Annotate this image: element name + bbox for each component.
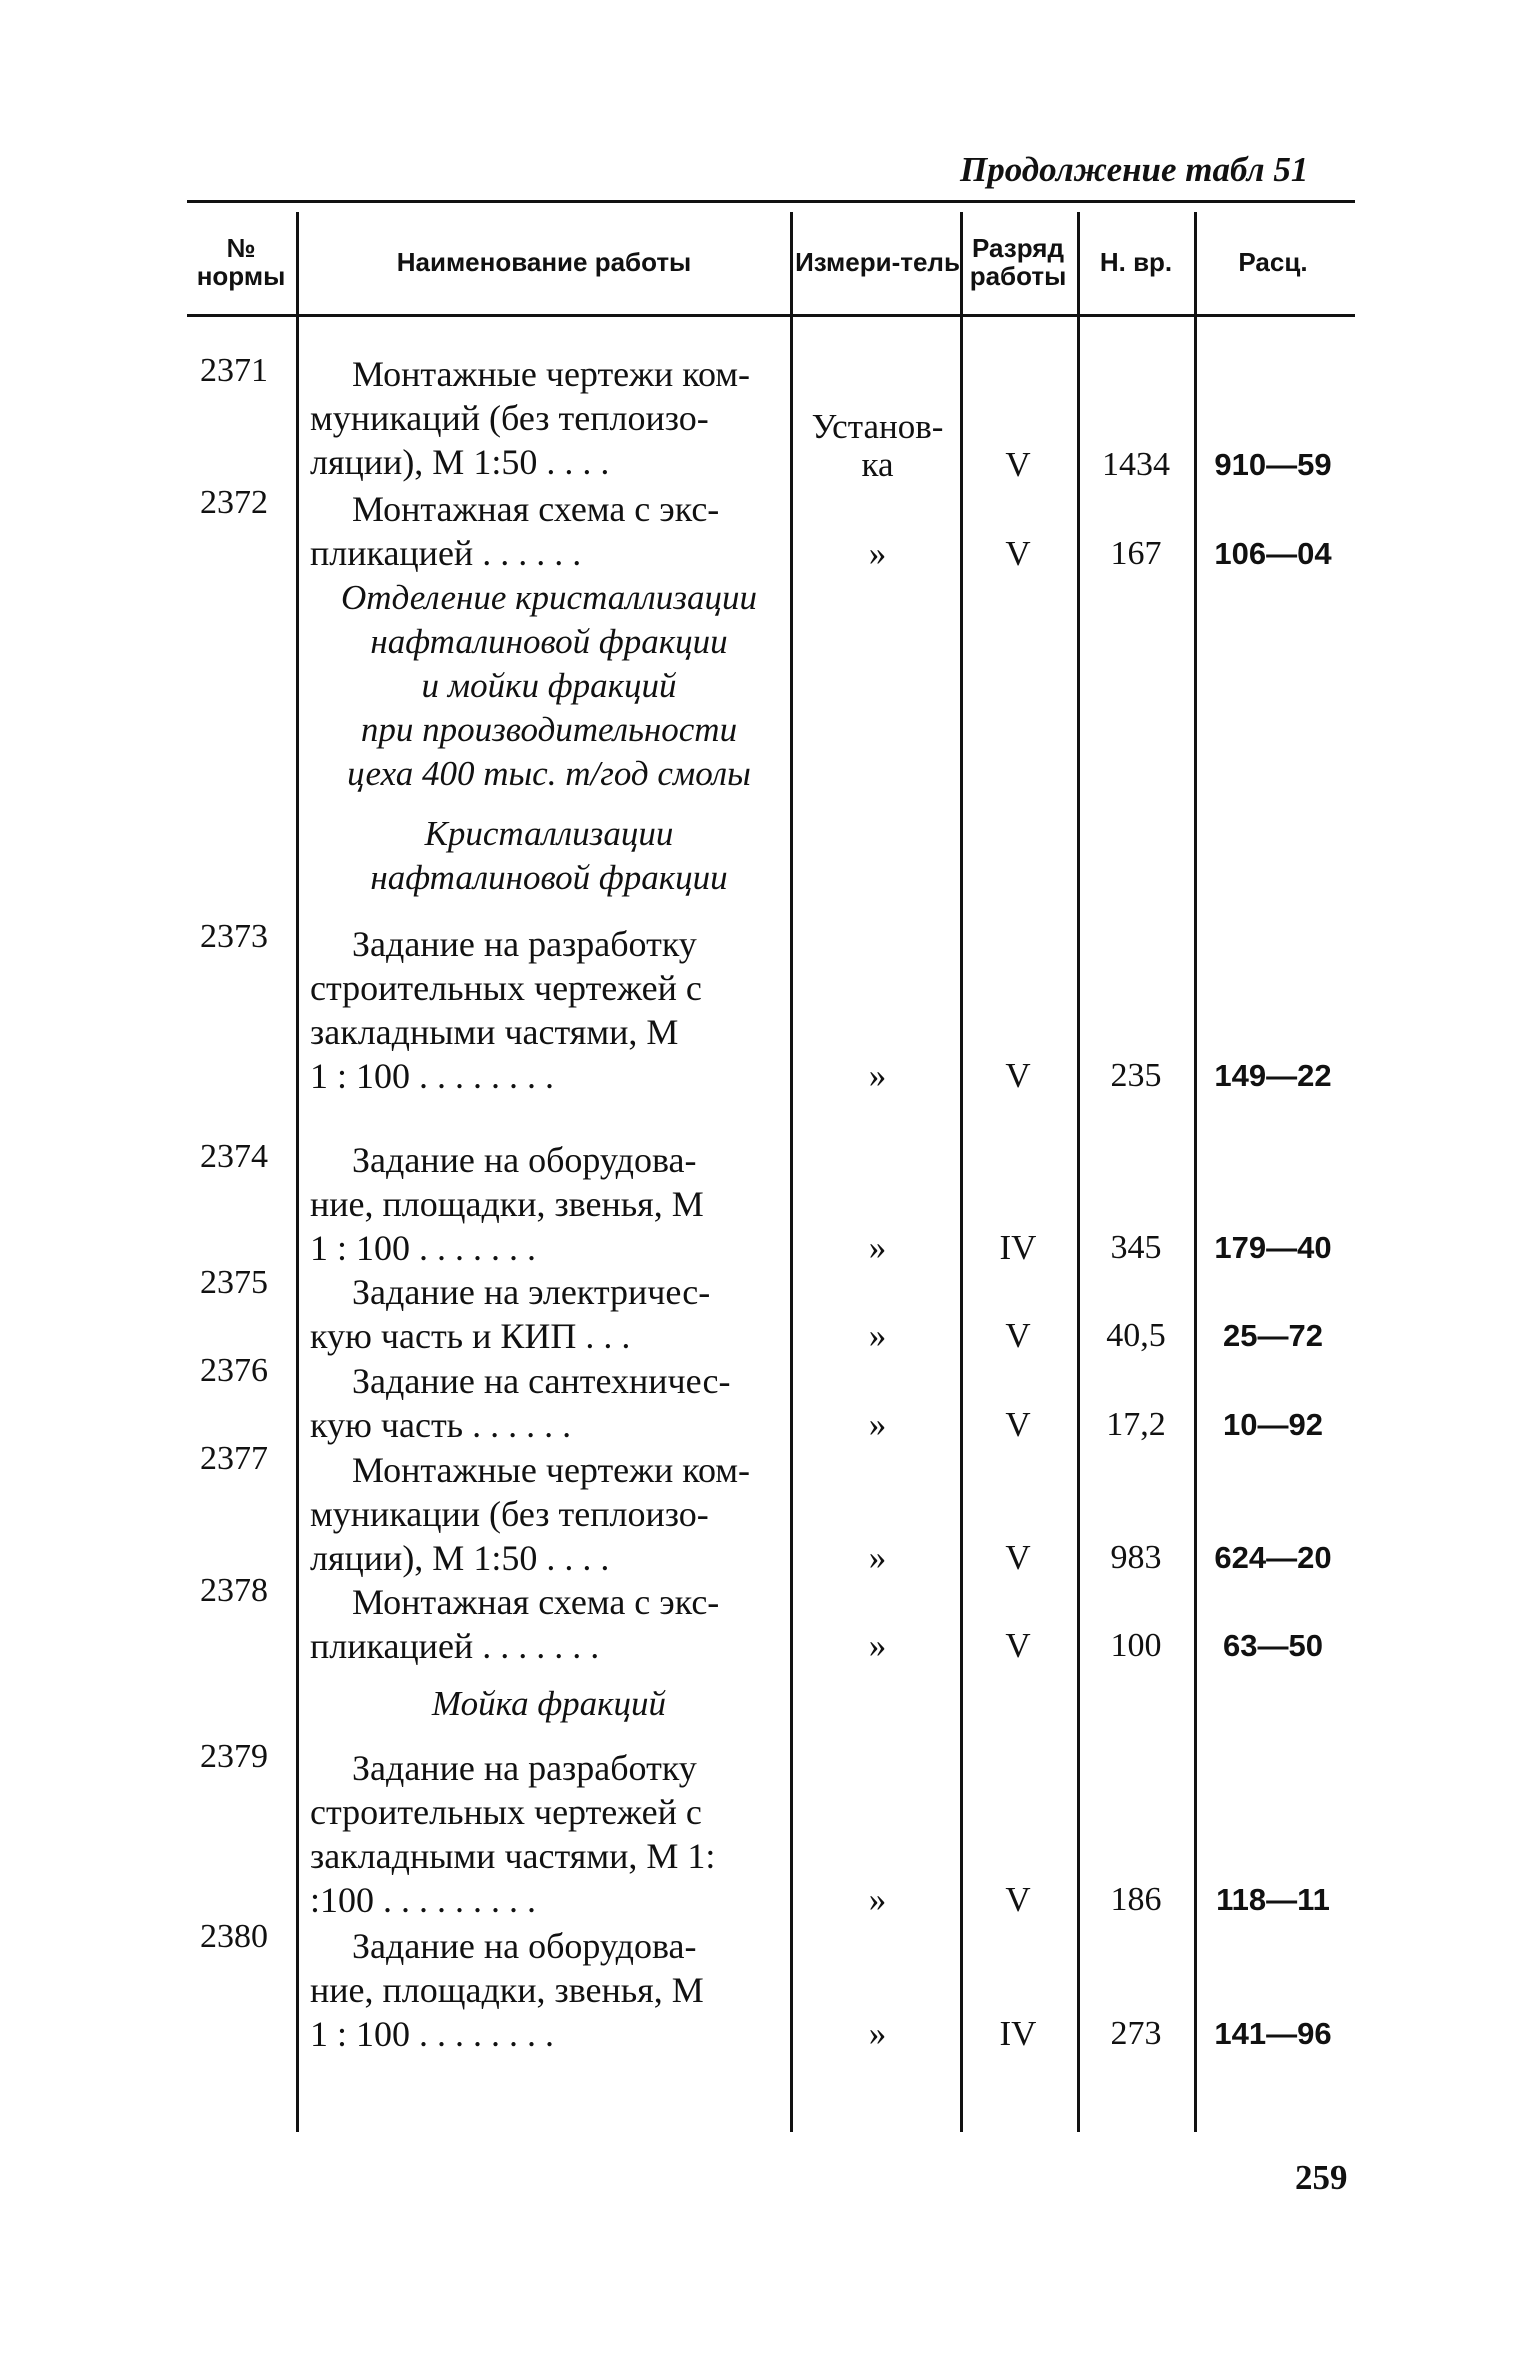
- row-norm-time: 235: [1110, 1057, 1162, 1094]
- row-text-line: Монтажные чертежи ком-: [352, 354, 751, 394]
- row-number: 2379: [200, 1738, 268, 1775]
- row-unit: »: [868, 1316, 887, 1355]
- section-heading-line: и мойки фракций: [421, 666, 677, 705]
- section-heading-line: цеха 400 тыс. т/год смолы: [347, 754, 751, 793]
- row-text-line: 1 : 100 . . . . . . . .: [310, 2014, 555, 2054]
- row-rate: 179—40: [1214, 1230, 1332, 1265]
- row-unit: »: [868, 2014, 887, 2053]
- row-rate: 149—22: [1214, 1058, 1332, 1093]
- top-rule: [187, 200, 1355, 203]
- column-divider-number: [296, 212, 299, 2132]
- row-rate: 63—50: [1223, 1628, 1323, 1663]
- row-grade: V: [1005, 1316, 1031, 1355]
- row-rate: 10—92: [1223, 1407, 1323, 1442]
- row-text-line: Монтажная схема с экс-: [352, 489, 720, 529]
- row-rate: 910—59: [1214, 447, 1332, 482]
- row-norm-time: 1434: [1102, 446, 1170, 483]
- row-text-line: пликацией . . . . . .: [310, 533, 582, 573]
- row-rate: 106—04: [1214, 536, 1332, 571]
- column-header-rate: Расц.: [1238, 247, 1308, 277]
- row-text-line: закладными частями, М: [310, 1012, 679, 1052]
- row-grade: V: [1005, 1405, 1031, 1444]
- row-number: 2377: [200, 1440, 268, 1477]
- row-text-line: строительных чертежей с: [310, 1792, 702, 1832]
- row-norm-time: 186: [1110, 1881, 1162, 1918]
- row-norm-time: 167: [1110, 535, 1162, 572]
- row-number: 2380: [200, 1918, 268, 1955]
- section-heading-line: при производительности: [360, 710, 738, 749]
- row-text-line: кую часть и КИП . . .: [310, 1316, 631, 1356]
- row-text-line: :100 . . . . . . . . .: [310, 1880, 537, 1920]
- row-unit: Установ-: [811, 407, 944, 446]
- row-text-line: пликацией . . . . . . .: [310, 1626, 600, 1666]
- column-divider-unit: [960, 212, 963, 2132]
- row-text-line: Монтажная схема с экс-: [352, 1582, 720, 1622]
- row-unit: »: [868, 1056, 887, 1095]
- row-unit: »: [868, 534, 887, 573]
- header-rule: [187, 314, 1355, 317]
- row-unit: »: [868, 1880, 887, 1919]
- row-rate: 25—72: [1223, 1318, 1323, 1353]
- row-text-line: ляции), М 1:50 . . . .: [310, 1538, 610, 1578]
- row-text-line: ние, площадки, звенья, М: [310, 1184, 704, 1224]
- row-norm-time: 983: [1110, 1539, 1162, 1576]
- row-norm-time: 273: [1110, 2015, 1162, 2052]
- column-header-norm-time: Н. вр.: [1099, 247, 1173, 277]
- row-text-line: строительных чертежей с: [310, 968, 702, 1008]
- section-heading-line: нафталиновой фракции: [370, 622, 728, 661]
- row-number: 2378: [200, 1572, 268, 1609]
- row-unit: ка: [861, 445, 894, 484]
- column-header-grade: Разряд работы: [969, 233, 1067, 291]
- row-text-line: закладными частями, М 1:: [310, 1836, 716, 1876]
- row-norm-time: 100: [1110, 1627, 1162, 1664]
- row-text-line: муникаций (без теплоизо-: [310, 398, 709, 438]
- row-text-line: Монтажные чертежи ком-: [352, 1450, 751, 1490]
- row-text-line: Задание на сантехничес-: [352, 1361, 731, 1401]
- row-unit: »: [868, 1626, 887, 1665]
- row-grade: IV: [999, 2014, 1037, 2053]
- row-number: 2376: [200, 1352, 268, 1389]
- row-rate: 118—11: [1216, 1882, 1330, 1917]
- section-heading-line: Кристаллизации: [424, 814, 674, 853]
- row-grade: V: [1005, 445, 1031, 484]
- row-number: 2374: [200, 1138, 268, 1175]
- row-text-line: Задание на оборудова-: [352, 1926, 697, 1966]
- row-text-line: Задание на разработку: [352, 924, 697, 964]
- column-header-unit: Измери-тель: [795, 247, 960, 277]
- column-divider-name: [790, 212, 793, 2132]
- column-divider-norm: [1194, 212, 1197, 2132]
- section-heading-line: нафталиновой фракции: [370, 858, 728, 897]
- section-heading-washing: Мойка фракций: [431, 1684, 667, 1723]
- row-text-line: 1 : 100 . . . . . . .: [310, 1228, 537, 1268]
- row-unit: »: [868, 1228, 887, 1267]
- row-number: 2371: [200, 352, 268, 389]
- page-header: Продолжение табл 51: [960, 150, 1309, 189]
- row-grade: V: [1005, 1056, 1031, 1095]
- row-norm-time: 345: [1110, 1229, 1162, 1266]
- row-text-line: 1 : 100 . . . . . . . .: [310, 1056, 555, 1096]
- row-number: 2372: [200, 484, 268, 521]
- row-text-line: ние, площадки, звенья, М: [310, 1970, 704, 2010]
- row-unit: »: [868, 1405, 887, 1444]
- row-text-line: кую часть . . . . . .: [310, 1405, 572, 1445]
- row-text-line: Задание на электричес-: [352, 1272, 711, 1312]
- row-text-line: Задание на оборудова-: [352, 1140, 697, 1180]
- row-grade: V: [1005, 1538, 1031, 1577]
- row-text-line: Задание на разработку: [352, 1748, 697, 1788]
- row-grade: IV: [999, 1228, 1037, 1267]
- page-number: 259: [1295, 2158, 1348, 2197]
- row-text-line: ляции), М 1:50 . . . .: [310, 442, 610, 482]
- row-norm-time: 40,5: [1106, 1317, 1166, 1354]
- column-divider-grade: [1077, 212, 1080, 2132]
- row-norm-time: 17,2: [1106, 1406, 1166, 1443]
- column-header-name: Наименование работы: [396, 247, 692, 277]
- row-grade: V: [1005, 1626, 1031, 1665]
- row-grade: V: [1005, 534, 1031, 573]
- row-unit: »: [868, 1538, 887, 1577]
- row-rate: 624—20: [1214, 1540, 1332, 1575]
- row-grade: V: [1005, 1880, 1031, 1919]
- row-rate: 141—96: [1214, 2016, 1332, 2051]
- row-number: 2375: [200, 1264, 268, 1301]
- column-header-number: № нормы: [196, 233, 286, 291]
- section-heading-line: Отделение кристаллизации: [341, 578, 757, 617]
- row-text-line: муникации (без теплоизо-: [310, 1494, 709, 1534]
- row-number: 2373: [200, 918, 268, 955]
